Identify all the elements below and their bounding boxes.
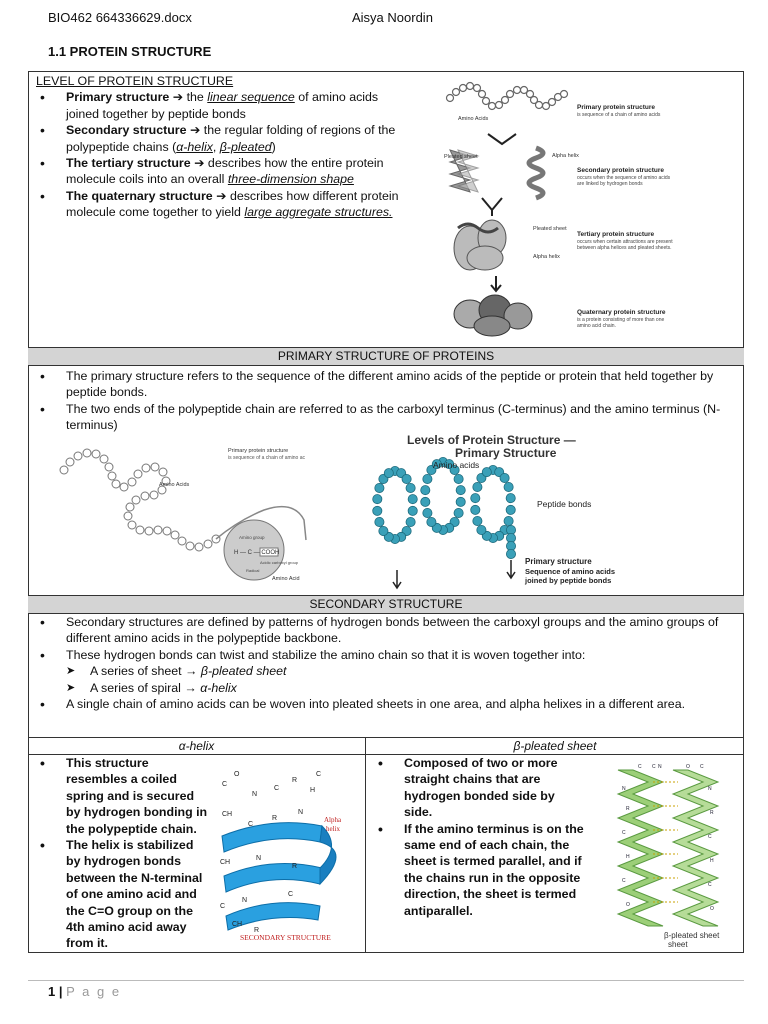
secondary-item: • Secondary structures are defined by patterns of hydrogen bonds between the carboxyl groups and the amino groups of different amino acids in the polypeptide backbone. <box>66 614 738 647</box>
amino-acid-bead <box>421 486 430 495</box>
amino-acid-bead <box>500 473 509 482</box>
primary-structure-band: PRIMARY STRUCTURE OF PROTEINS <box>28 347 744 366</box>
amino-acid-bead <box>373 495 382 504</box>
secondary-list <box>36 614 738 712</box>
amino-acid-bead <box>477 525 486 534</box>
fig1-amino-acids-label: Amino Acids <box>159 482 190 488</box>
beta-sheet-caption: β-pleated sheet <box>664 931 720 940</box>
level-secondary: • Secondary structure ➔ the regular folding of regions of the polypeptide chains (α-helix, β-pleated) <box>66 122 406 155</box>
svg-text:O: O <box>626 902 630 908</box>
fig-secondary-label: Secondary protein structure <box>577 167 665 174</box>
amino-acid-bead <box>379 526 388 535</box>
fig2-peptide-bonds-label: Peptide bonds <box>537 499 592 509</box>
svg-text:C: C <box>222 781 228 788</box>
primary-section <box>36 368 736 434</box>
svg-text:N: N <box>658 764 662 770</box>
svg-text:O: O <box>686 764 690 770</box>
svg-text:C: C <box>220 903 226 910</box>
page-number: 1 <box>48 984 56 999</box>
svg-text:C: C <box>708 834 712 840</box>
fig2-title-1: Levels of Protein Structure — <box>407 433 576 447</box>
fig2-primary-label: Primary structure <box>525 557 592 566</box>
amino-acid-bead <box>506 494 515 503</box>
beta-list <box>374 755 584 919</box>
svg-text:N: N <box>252 791 258 798</box>
svg-text:C: C <box>708 882 712 888</box>
amino-acid-chain <box>60 449 220 551</box>
amino-acid-bead <box>375 517 384 526</box>
fig-alpha-helix-label: Alpha helix <box>552 153 579 159</box>
amino-acid-bead <box>473 516 482 525</box>
amino-acid-bead <box>375 483 384 492</box>
amino-acid-bead <box>506 505 515 514</box>
secondary-structure-caption: SECONDARY STRUCTURE <box>240 933 331 942</box>
helix-alpha-label: Alpha <box>324 816 342 824</box>
levels-figure <box>440 78 740 348</box>
level-quaternary: • The quaternary structure ➔ describes how different protein molecule come together to yield large aggregate structures. <box>66 188 406 221</box>
fig-pleated-sheet-label-2: Pleated sheet <box>533 226 567 232</box>
fig-alpha-helix-label-2: Alpha helix <box>533 254 560 260</box>
svg-text:R: R <box>292 777 298 784</box>
svg-text:C: C <box>288 891 294 898</box>
svg-text:C: C <box>248 821 254 828</box>
amino-acid-bead <box>406 483 415 492</box>
fork-arrow-icon <box>488 134 516 144</box>
amino-acid-bead <box>454 474 463 483</box>
beta-sheet-column-header: β-pleated sheet <box>513 739 597 753</box>
fig2-down-arrow-icon <box>393 570 401 588</box>
secondary-section <box>36 614 738 712</box>
amino-acid-bead <box>456 497 465 506</box>
beta-sheet-text <box>374 755 584 919</box>
amino-acid-bead <box>456 486 465 495</box>
fig-tertiary-desc-2: between alpha helices and pleated sheets. <box>577 245 672 251</box>
svg-text:N: N <box>622 786 626 792</box>
amino-acid-bead <box>504 482 513 491</box>
amino-acid-bead <box>504 516 513 525</box>
level-tertiary: • The tertiary structure ➔ describes how the entire protein molecule coils into an overall three-dimension shape <box>66 155 406 188</box>
table-column-divider <box>365 738 366 953</box>
svg-text:CH: CH <box>220 859 231 866</box>
down-arrow-icon <box>491 276 501 291</box>
merge-arrow-icon <box>482 198 502 216</box>
svg-text:N: N <box>708 786 712 792</box>
beta-sheet-caption-2: sheet <box>668 940 688 949</box>
svg-text:N: N <box>298 809 304 816</box>
beta-strands <box>618 770 718 926</box>
svg-text:C: C <box>700 764 704 770</box>
primary-chain-figure <box>54 440 329 590</box>
fig1-desc: is sequence of a chain of amino ac <box>228 455 305 461</box>
fig-primary-label: Primary protein structure <box>577 104 656 111</box>
primary-list <box>36 368 736 434</box>
document-filename: BIO462 664336629.docx <box>48 10 192 25</box>
svg-text:R: R <box>254 927 260 934</box>
svg-text:C: C <box>316 771 322 778</box>
beta-item: • Composed of two or more straight chains that are hydrogen bonded side by side. <box>404 755 584 821</box>
amino-acid-bead <box>427 517 436 526</box>
fig-secondary-desc-2: are linked by hydrogen bonds <box>577 181 643 187</box>
primary-beads-figure <box>365 430 655 592</box>
amino-acid-bead <box>421 497 430 506</box>
levels-list <box>36 89 406 220</box>
svg-text:C: C <box>652 764 656 770</box>
fig2-amino-acids-label: Amino acids <box>433 460 480 470</box>
amino-acid-bead <box>473 482 482 491</box>
fig1-amino-acid-label: Amino Acid <box>272 576 300 582</box>
secondary-structure-band: SECONDARY STRUCTURE <box>28 595 744 614</box>
fig-amino-acids-label: Amino Acids <box>458 116 489 122</box>
svg-text:C: C <box>638 764 642 770</box>
levels-section <box>36 73 406 221</box>
amino-acid-bead <box>482 468 491 477</box>
svg-text:C: C <box>274 785 280 792</box>
fig2-desc-1: Sequence of amino acids <box>525 567 616 576</box>
alpha-helix-column-header: α-helix <box>178 739 215 753</box>
fig2-desc-2: joined by peptide bonds <box>525 576 612 585</box>
alpha-item: • This structure resembles a coiled spring and is secured by hydrogen bonding in the polypeptide chain. <box>66 755 208 837</box>
fig1-title: Primary protein structure <box>228 448 289 454</box>
primary-chain-illustration <box>447 83 568 110</box>
amino-acid-bead <box>454 508 463 517</box>
amino-acid-bead <box>408 495 417 504</box>
secondary-item: • These hydrogen bonds can twist and stabilize the amino chain so that it is woven together into: ➤ A series of sheet → β-pleated sheet ➤ A series of spiral → α-helix <box>66 647 738 696</box>
svg-text:R: R <box>710 810 714 816</box>
fig-quaternary-desc-2: amino acid chain. <box>577 323 616 329</box>
svg-text:CH: CH <box>232 921 243 928</box>
radical-label: Radical <box>246 568 260 573</box>
svg-text:R: R <box>292 863 298 870</box>
tertiary-illustration <box>454 220 506 270</box>
beta-item: • If the amino terminus is on the same end of each chain, the sheet is termed parallel, and if the chains run in the opposite direction, the sheet is termed antiparallel. <box>404 821 584 919</box>
levels-heading: LEVEL OF PROTEIN STRUCTURE <box>36 74 234 88</box>
svg-text:H: H <box>626 854 630 860</box>
alpha-helix-figure <box>212 756 362 946</box>
svg-text:H: H <box>710 858 714 864</box>
acid-group-label: Acidic carboxyl group <box>260 560 299 565</box>
alpha-helix-illustration <box>529 148 543 198</box>
svg-text:R: R <box>272 815 278 822</box>
alpha-list <box>36 755 208 952</box>
svg-text:N: N <box>256 855 262 862</box>
secondary-subitem: ➤ A series of spiral → α-helix <box>66 680 237 695</box>
primary-item: • The two ends of the polypeptide chain are referred to as the carboxyl terminus (C-terminus) and the amino terminus (N-terminus) <box>66 401 736 434</box>
amino-acid-bead <box>406 517 415 526</box>
secondary-subitem: ➤ A series of sheet → β-pleated sheet <box>66 664 287 679</box>
helix-ribbon <box>222 823 336 930</box>
amino-acid-bead <box>471 505 480 514</box>
alpha-helix-text <box>36 755 208 952</box>
page-footer <box>48 984 121 999</box>
helix-label-2: helix <box>326 825 340 833</box>
quaternary-illustration <box>454 295 532 336</box>
fig-pleated-sheet-label: Pleated sheet <box>444 154 478 160</box>
fig2-title-2: Primary Structure <box>455 446 557 460</box>
secondary-item: • A single chain of amino acids can be woven into pleated sheets in one area, and alpha helixes in a different area. <box>66 696 738 712</box>
fig-secondary-desc-1: occurs when the sequence of amino acids <box>577 175 671 181</box>
page-label: P a g e <box>66 984 122 999</box>
svg-text:H: H <box>310 787 316 794</box>
document-author: Aisya Noordin <box>352 10 433 25</box>
amino-acid-bead <box>408 506 417 515</box>
fig-quaternary-desc-1: is a protein consisting of more than one <box>577 317 665 323</box>
amino-acid-bead <box>506 549 515 558</box>
fig-primary-desc: is sequence of a chain of amino acids <box>577 112 661 118</box>
fig-tertiary-label: Tertiary protein structure <box>577 231 655 238</box>
amino-group-label: Amino group <box>239 535 265 540</box>
primary-item: • The primary structure refers to the sequence of the different amino acids of the peptide or protein that held together by peptide bonds. <box>66 368 736 401</box>
fig-quaternary-label: Quaternary protein structure <box>577 309 666 316</box>
amino-acid-formula: H — C — COOH <box>234 550 280 556</box>
amino-acid-bead <box>384 469 393 478</box>
svg-text:O: O <box>710 906 714 912</box>
fig2-down-arrow-icon-2 <box>507 560 515 578</box>
svg-text:C: C <box>622 830 626 836</box>
page-separator: | <box>55 984 67 999</box>
fig-tertiary-desc-1: occurs when certain attractions are present <box>577 239 673 245</box>
amino-acid-beads <box>373 457 516 558</box>
amino-acid-bead <box>373 506 382 515</box>
footer-rule <box>28 980 744 981</box>
beta-sheet-figure <box>608 760 738 950</box>
svg-text:CH: CH <box>222 811 233 818</box>
svg-text:C: C <box>622 878 626 884</box>
amino-acid-bead <box>402 474 411 483</box>
svg-text:O: O <box>234 771 240 778</box>
alpha-item: • The helix is stabilized by hydrogen bonds between the N-terminal of one amino acid and the C=O group on the 4th amino acid away from it. <box>66 837 208 952</box>
section-title: 1.1 PROTEIN STRUCTURE <box>48 44 212 59</box>
amino-acid-bead <box>471 494 480 503</box>
level-primary: • Primary structure ➔ the linear sequence of amino acids joined together by peptide bonds <box>66 89 406 122</box>
amino-acid-bead <box>423 474 432 483</box>
amino-acid-bead <box>423 508 432 517</box>
svg-text:N: N <box>242 897 248 904</box>
svg-text:R: R <box>626 806 630 812</box>
